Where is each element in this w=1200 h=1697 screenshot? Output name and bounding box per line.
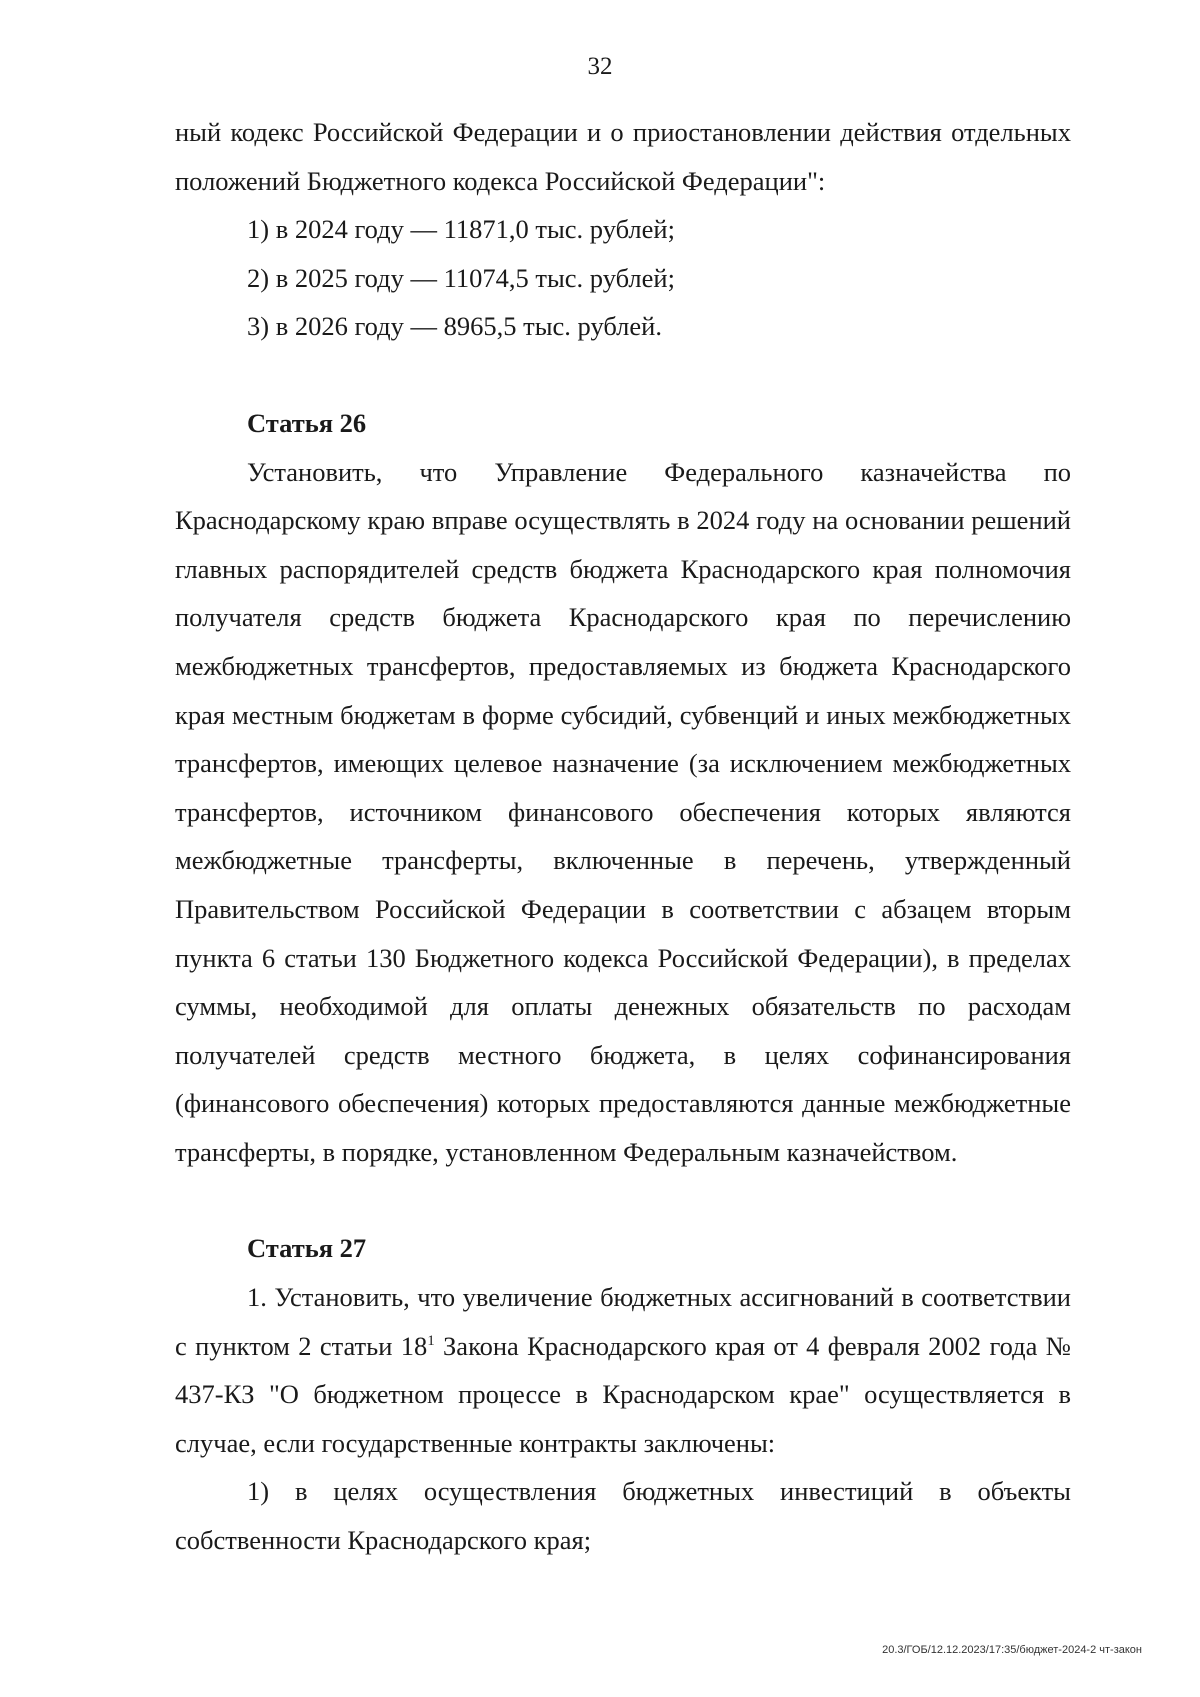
- article-27-heading: Статья 27: [247, 1233, 367, 1264]
- document-body: [175, 108, 1071, 1565]
- intro-paragraph: ный кодекс Российской Федерации и о приостановлении действия отдельных положений Бюджетного кодекса Российской Федерации":: [175, 117, 1071, 196]
- page-number: 32: [587, 53, 613, 80]
- section-gap: [175, 1176, 1071, 1224]
- article-27-p1-text-cont: Закона Краснодарского края от 4 февраля 2002 года № 437-КЗ "О бюджетном процессе в Краснодарском крае" осуществляется в случае, если государственные контракты заключены:: [175, 1330, 1071, 1458]
- document-footer: 20.3/ГОБ/12.12.2023/17:35/бюджет-2024-2 чт-закон: [882, 1644, 1142, 1656]
- article-26-paragraph: Установить, что Управление Федерального казначейства по Краснодарскому краю вправе осуществлять в 2024 году на основании решений главных распорядителей средств бюджета Краснодарского края полномочия получателя средств бюджета Краснодарского края по перечислению межбюджетных трансфертов, предоставляемых из бюджета Краснодарского края местным бюджетам в форме субсидий, субвенций и иных межбюджетных трансфертов, имеющих целевое назначение (за исключением межбюджетных трансфертов, источником финансового обеспечения которых являются межбюджетные трансферты, включенные в перечень, утвержденный Правительством Российской Федерации в соответствии с абзацем вторым пункта 6 статьи 130 Бюджетного кодекса Российской Федерации), в пределах суммы, необходимой для оплаты денежных обязательств по расходам получателей средств местного бюджета, в целях софинансирования (финансового обеспечения) которых предоставляются данные межбюджетные трансферты, в порядке, установленном Федеральным казначейством.: [175, 456, 1071, 1167]
- list-item: 2) в 2025 году — 11074,5 тыс. рублей;: [247, 262, 675, 293]
- superscript-number: 1: [427, 1332, 435, 1349]
- article-26-heading: Статья 26: [247, 407, 367, 438]
- list-item: 3) в 2026 году — 8965,5 тыс. рублей.: [247, 311, 662, 342]
- article-27-p1-text: 1. Установить, что увеличение бюджетных ассигнований в соответствии с пунктом 2 статьи 18: [175, 1282, 1071, 1361]
- list-item: 1) в 2024 году — 11871,0 тыс. рублей;: [247, 214, 675, 245]
- article-27-item-1: 1) в целях осуществления бюджетных инвестиций в объекты собственности Краснодарского края;: [175, 1476, 1071, 1556]
- article-27-paragraph-1: [175, 1273, 1071, 1467]
- section-gap: [175, 351, 1071, 399]
